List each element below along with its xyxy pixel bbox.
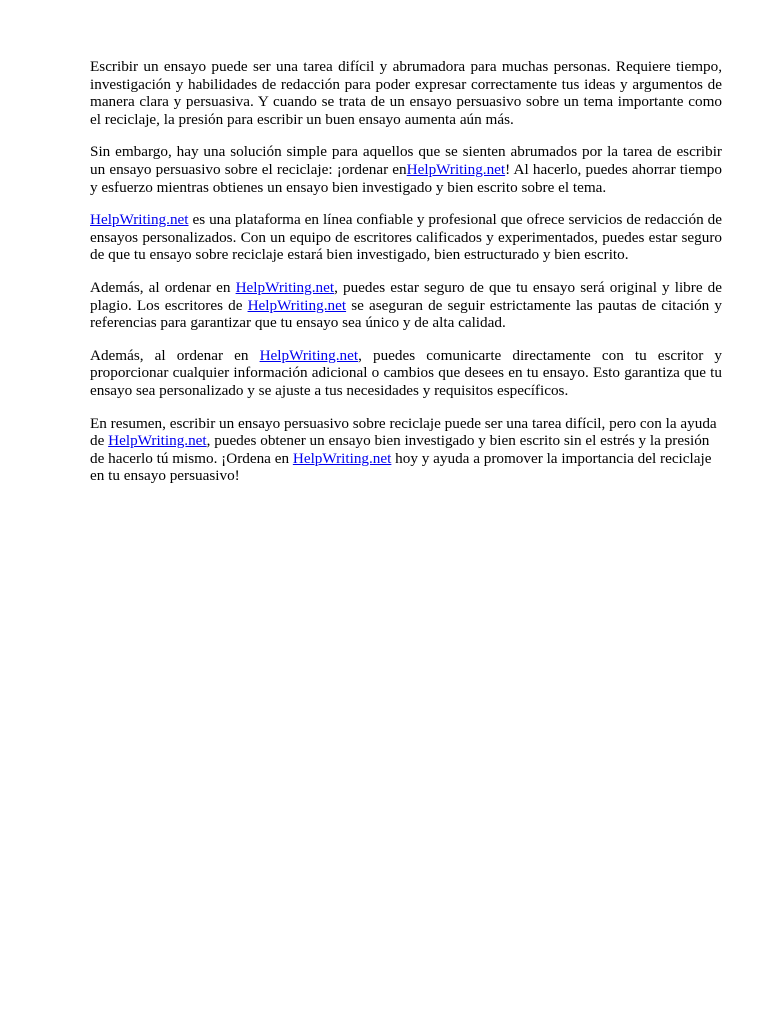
helpwriting-link[interactable]: HelpWriting.net: [90, 211, 189, 229]
paragraph-text: se aseguran de seguir estrictamente las pautas de citación y referencias para garantizar que tu ensayo sea único y de alta calidad.: [90, 296, 722, 332]
helpwriting-link[interactable]: HelpWriting.net: [406, 160, 506, 178]
paragraph-2: [90, 143, 722, 196]
paragraph-text: , puedes comunicarte directamente con tu escritor y proporcionar cualquier información adicional o cambios que desees en tu ensayo. Esto garantiza que tu ensayo sea personalizado y se ajuste a tus necesidades y requisitos específicos.: [90, 346, 722, 399]
helpwriting-link[interactable]: HelpWriting.net: [247, 296, 347, 314]
helpwriting-link[interactable]: HelpWriting.net: [292, 449, 392, 467]
paragraph-text: es una plataforma en línea confiable y profesional que ofrece servicios de redacción de ensayos personalizados. Con un equipo de escritores calificados y experimentados, puedes estar seguro de que tu ensayo sobre reciclaje estará bien investigado, bien estructurado y bien escrito.: [90, 211, 722, 264]
paragraph-text: En resumen, escribir un ensayo persuasivo sobre reciclaje puede ser una tarea difícil, pero con la ayuda de: [90, 414, 717, 450]
paragraph-6: [90, 415, 722, 485]
paragraph-text: Sin embargo, hay una solución simple para aquellos que se sienten abrumados por la tarea de escribir un ensayo persuasivo sobre el reciclaje: ¡ordenar en: [90, 143, 722, 178]
helpwriting-link[interactable]: HelpWriting.net: [259, 346, 359, 364]
paragraph-3: [90, 211, 722, 264]
paragraph-text: , puedes obtener un ensayo bien investigado y bien escrito sin el estrés y la presión de hacerlo tú mismo. ¡Ordena en: [90, 432, 710, 467]
helpwriting-link[interactable]: HelpWriting.net: [108, 432, 207, 450]
paragraph-text: Además, al ordenar en: [90, 278, 236, 296]
paragraph-1: [90, 58, 722, 128]
document-body: [90, 58, 722, 500]
paragraph-text: ! Al hacerlo, puedes ahorrar tiempo y esfuerzo mientras obtienes un ensayo bien investigado y bien escrito sobre el tema.: [90, 160, 722, 196]
paragraph-5: [90, 347, 722, 400]
paragraph-text: , puedes estar seguro de que tu ensayo será original y libre de plagio. Los escritores de: [90, 278, 722, 314]
paragraph-text: Además, al ordenar en: [90, 346, 260, 364]
paragraph-text: hoy y ayuda a promover la importancia del reciclaje en tu ensayo persuasivo!: [90, 449, 712, 485]
paragraph-text: Escribir un ensayo puede ser una tarea difícil y abrumadora para muchas personas. Requiere tiempo, investigación y habilidades de redacción para poder expresar correctamente tus ideas y argumentos de manera clara y persuasiva. Y cuando se trata de un ensayo persuasivo sobre un tema importante como el reciclaje, la presión para escribir un buen ensayo aumenta aún más.: [90, 58, 722, 128]
helpwriting-link[interactable]: HelpWriting.net: [235, 278, 335, 296]
paragraph-4: [90, 279, 722, 332]
